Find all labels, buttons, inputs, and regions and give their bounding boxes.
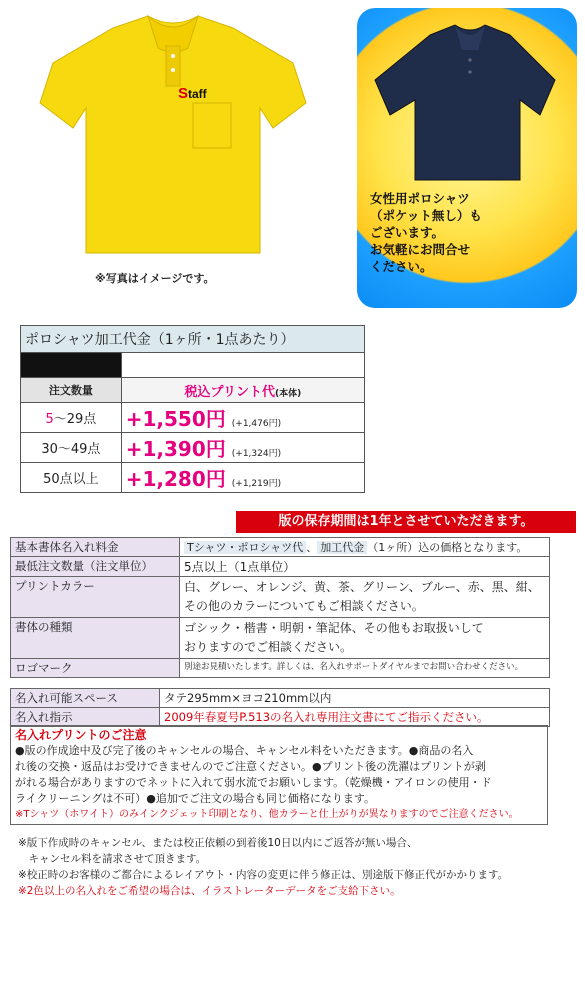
staff-logo: S xyxy=(178,85,189,102)
plate-retention-banner: 版の保存期間は1年とさせていただきます。 xyxy=(236,511,576,533)
price-table-blank-cell xyxy=(21,353,122,378)
photo-caption: ※写真はイメージです。 xyxy=(95,272,215,285)
yellow-polo-shirt-image xyxy=(38,8,308,258)
price-table xyxy=(20,325,365,493)
price-row: 5〜29点 +1,550円 (+1,476円) xyxy=(21,403,365,433)
caution-title: 名入れプリントのご注意 xyxy=(15,728,147,742)
col-qty-header: 注文数量 xyxy=(21,378,122,403)
svg-text:taff: taff xyxy=(188,87,207,101)
space-table: 名入れ可能スペース タテ295mm×ヨコ210mm以内 名入れ指示 2009年春夏号P.513の名入れ専用注文書にてご指示ください。 xyxy=(10,688,550,727)
print-caution-box: 名入れプリントのご注意 ●版の作成途中及び完了後のキャンセルの場合、キャンセル料をいただきます。●商品の名入 れ後の交換・返品はお受けできませんのでご注意ください。●プリント後の洗濯はプリントが剥 がれる場合がありますのでネットに入れて弱水流でお願いします。（乾燥機・アイロンの使用・ド ライクリーニングは不可）●追加でご注文の場合も同じ価格になります。 ※Tシャツ（ホワイト）のみインクジェット印刷となり、他カラーと仕上がりが異なりますのでご注意ください。 xyxy=(10,725,548,825)
navy-polo-shirt-image xyxy=(370,20,560,185)
ladies-polo-note: 女性用ポロシャツ （ポケット無し）も ございます。 お気軽にお問合せ ください。 xyxy=(370,191,482,274)
price-table-title: ポロシャツ加工代金（1ヶ所・1点あたり） xyxy=(21,326,365,353)
info-table: 基本書体名入れ料金 Tシャツ・ポロシャツ代 、 加工代金 （1ヶ所）込の価格となります。 最低注文数量（注文単位） 5点以上（1点単位） プリントカラー 白、グレー、オレンジ、黄、茶、グリーン、ブルー、赤、黒、紺、 その他のカラーについてもご相談ください。 書体の種類 ゴシック・楷書・明朝・筆記体、その他もお取扱いして おりますのでご相談ください。 ロゴマーク 別途お見積いたします。詳しくは、名入れサポートダイヤルまでお問い合わせください。 xyxy=(10,537,550,678)
footnotes: ※版下作成時のキャンセル、または校正依頼の到着後10日以内にご返答が無い場合、 キャンセル料を請求させて頂きます。 ※校正時のお客様のご都合によるレイアウト・内容の変更に伴う修正は、別途版下修正代がかかります。 ※2色以上の名入れをご希望の場合は、イラストレーターデータをご支給下さい。 xyxy=(18,837,509,897)
price-row: 50点以上 +1,280円 (+1,219円) xyxy=(21,463,365,493)
price-row: 30〜49点 +1,390円 (+1,324円) xyxy=(21,433,365,463)
col-price-header: 税込プリント代(本体) xyxy=(121,378,364,403)
